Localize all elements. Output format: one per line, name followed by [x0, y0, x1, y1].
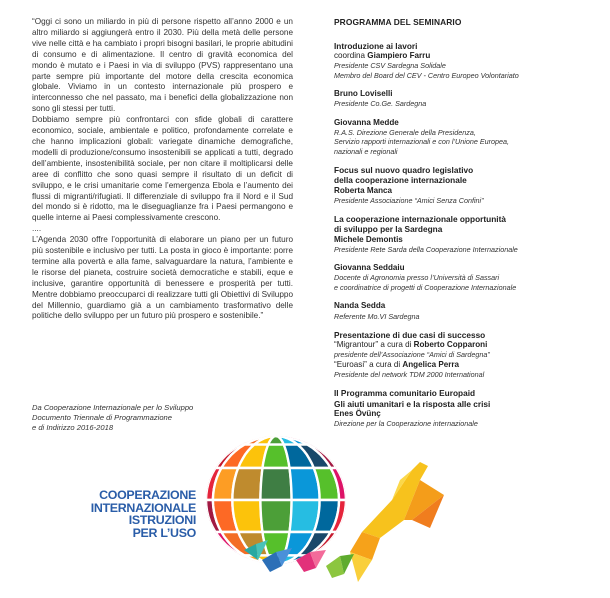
program-item	[334, 214, 596, 254]
logo-line: PER L’USO	[132, 525, 196, 540]
speaker-line	[334, 118, 596, 128]
speaker-role: nazionali e regionali	[334, 146, 398, 156]
quote-source-line: e di Indirizzo 2016-2018	[32, 423, 114, 432]
globe-cell	[232, 500, 262, 532]
speaker-role: presidente dell’Associazione “Amici di Sardegna”	[334, 350, 490, 360]
speaker-prefix: coordina	[334, 51, 368, 61]
speaker-role: Presidente CSV Sardegna Solidale	[334, 61, 446, 71]
quote-paragraph-3: L’Agenda 2030 offre l’opportunità di elaborare un piano per un futuro più sostenibile e inclusivo per tutti. La posta in gioco è importante: porre termine alla povertà e alla fame, salvaguardare la natura, l’ambiente e le risorse del pianeta, costruire società democratiche e stabili, eque e inclusive, garantire opportunità di benessere e prosperità per tutti. Mentre dobbiamo preoccuparci di realizzare tutti gli Obiettivi di Sviluppo del Millennio, guardiamo già a un cambiamento trasformativo delle politiche dello sviluppo per un futuro più prospero e sostenibile.”	[32, 235, 293, 321]
speaker-name: Giovanna Medde	[334, 117, 399, 127]
speaker-role: e coordinatrice di progetti di Cooperazione Internazionale	[334, 282, 517, 292]
speaker-role: R.A.S. Direzione Generale della Presidenza,	[334, 128, 476, 138]
bird-shape	[362, 462, 428, 538]
program-item	[334, 165, 596, 205]
speaker-role: Presidente Associazione “Amici Senza Confini”	[334, 195, 484, 205]
program-heading: Il Programma comunitario Europaid	[334, 388, 476, 399]
speaker-name: Nanda Sedda	[334, 301, 386, 311]
program-item	[334, 388, 596, 428]
quote-ellipsis: ....	[32, 224, 42, 234]
speaker-name: Angelica Perra	[402, 359, 460, 369]
program-heading: Introduzione ai lavori	[334, 41, 418, 51]
speaker-prefix: “Euroasi” a cura di	[334, 359, 403, 369]
logo-line: COOPERAZIONE	[99, 488, 196, 502]
program-heading: della cooperazione internazionale	[334, 175, 467, 186]
speaker-role: Presidente Rete Sarda della Cooperazione Internazionale	[334, 244, 518, 254]
program-title: PROGRAMMA DEL SEMINARIO	[334, 17, 462, 27]
speaker-line	[334, 360, 596, 370]
speaker-role: Servizio rapporti internazionali e con l’Unione Europea,	[334, 137, 509, 147]
speaker-role: Membro del Board del CEV - Centro Europeo Volontariato	[334, 70, 519, 80]
bird-shape	[412, 495, 444, 528]
globe-cell	[232, 468, 262, 500]
speaker-line	[334, 340, 596, 350]
speaker-line	[334, 301, 596, 311]
speaker-line	[334, 186, 596, 196]
globe-logo	[196, 428, 356, 578]
program-heading: Focus sul nuovo quadro legislativo	[334, 165, 474, 176]
program-column	[334, 17, 596, 437]
program-heading: La cooperazione internazionale opportunità	[334, 214, 506, 225]
bird-shape	[392, 470, 412, 500]
speaker-name: Giampiero Farru	[367, 51, 431, 61]
bird-shape	[404, 480, 444, 520]
speaker-name: Bruno Loviselli	[334, 89, 393, 99]
speaker-role: Referente Mo.VI Sardegna	[334, 311, 420, 321]
program-list	[334, 41, 596, 428]
logo-line: INTERNAZIONALE	[90, 500, 196, 515]
program-item	[334, 89, 596, 109]
quote-source-line: Da Cooperazione Internazionale per lo Sviluppo	[32, 403, 194, 412]
quote-paragraph-1: “Oggi ci sono un miliardo in più di persone rispetto all’anno 2000 e un altro miliardo si aggiungerà entro il 2030. Più della metà delle persone vive nelle città e ha cambiato i propri bisogni basilari, le proprie abitudini di consumo e di alimentazione. Il centro di gravità economica del mondo è mutato e i Paesi in via di sviluppo (PVS) rappresentano una parte sempre più importante del motore della crescita economica globale. Viviamo in un contesto internazionale più prospero e interconnesso che nel passato, ma i benefici della globalizzazione non sono gli stessi per tutti.	[32, 17, 293, 114]
program-item	[334, 41, 596, 80]
logo-text	[88, 489, 196, 539]
speaker-role: Docente di Agronomia presso l’Università di Sassari	[334, 273, 500, 283]
program-item	[334, 263, 596, 292]
speaker-line	[334, 89, 596, 99]
speaker-role: Direzione per la Cooperazione internazionale	[334, 418, 478, 428]
quote-paragraph-2: Dobbiamo sempre più confrontarci con sfide globali di carattere economico, sociale, ambientale e politico, profondamente correlate e che hanno implicazioni globali: variegate dinamiche demografiche, modelli di produzione/consumo insostenibili se applicati a tutti, degrado dell’ambiente, insostenibilità sociale, per non citare il moltiplicarsi delle aree di conflitto che sono quasi sempre il risultato di un deficit di sviluppo, e le crisi umanitarie come l’emergenza Ebola e l’aumento dei flussi di migranti/rifugiati. Il differenziale di sviluppo fra il Nord e il Sud del mondo si è ridotto, ma le diseguaglianze fra i Paesi permangono e quelle interne ai Paesi complessivamente crescono.	[32, 115, 293, 223]
speaker-role: Presidente Co.Ge. Sardegna	[334, 99, 427, 109]
program-item	[334, 118, 596, 156]
program-item	[334, 301, 596, 321]
globe-cell	[260, 468, 291, 500]
program-heading: Presentazione di due casi di successo	[334, 329, 486, 340]
globe-cell	[260, 500, 291, 532]
quote-source-line: Documento Triennale di Programmazione	[32, 413, 172, 422]
speaker-name: Giovanna Seddaiu	[334, 263, 405, 273]
speaker-role: Presidente del network TDM 2000 International	[334, 369, 485, 379]
speaker-line	[334, 235, 596, 245]
quote-text	[32, 17, 293, 322]
program-heading: di sviluppo per la Sardegna	[334, 224, 443, 235]
program-item	[334, 330, 596, 379]
speaker-name: Michele Demontis	[334, 234, 403, 244]
program-heading: Gli aiuti umanitari e la risposta alle crisi	[334, 398, 491, 409]
speaker-line	[334, 263, 596, 273]
speaker-name: Enes Övünç	[334, 408, 381, 418]
logo-line: ISTRUZIONI	[128, 513, 196, 528]
speaker-name: Roberto Copparoni	[413, 340, 488, 350]
speaker-line	[334, 409, 596, 419]
speaker-name: Roberta Manca	[334, 185, 393, 195]
speaker-line	[334, 51, 596, 61]
speaker-prefix: “Migrantour” a cura di	[334, 340, 414, 350]
